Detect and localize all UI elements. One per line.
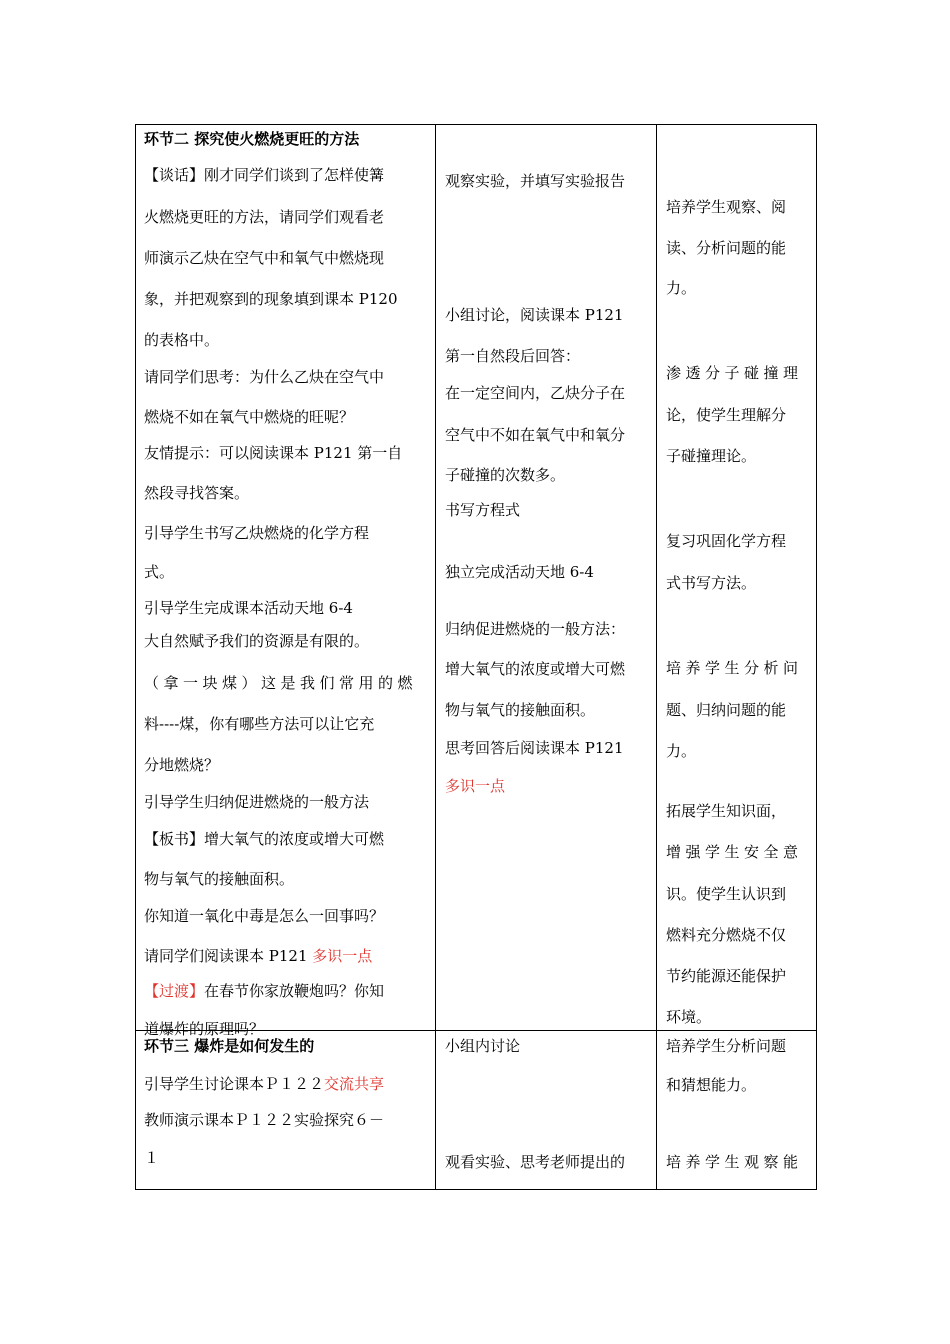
section-heading: 环节三 爆炸是如何发生的 [144,1037,315,1055]
text-line: 教师演示课本Ｐ１２２实验探究６－ [144,1111,385,1129]
text-line [144,982,384,1000]
table-row [136,125,817,1031]
text-line: 子碰撞理论。 [666,447,757,465]
text-line: １ [144,1149,160,1167]
text-line: 渗透分子碰撞理 [666,364,803,382]
text-line: 你知道一氧化中毒是怎么一回事吗？ [144,907,385,925]
text-line: 师演示乙炔在空气中和氧气中燃烧现 [144,249,385,267]
text-line: 分地燃烧？ [144,756,220,774]
text-line: 在一定空间内，乙炔分子在 [445,384,626,402]
text-line: 【谈话】刚才同学们谈到了怎样使篝 [144,166,385,184]
text-line: 的表格中。 [144,331,220,349]
text-line: 道爆炸的原理吗？ [144,1020,265,1038]
text-line: 象，并把观察到的现象填到课本 P120 [144,290,398,308]
highlight-text: 交流共享 [324,1075,385,1093]
text-line [144,1075,384,1093]
text-line: 培养学生观察能 [666,1153,803,1171]
design-intent-cell [657,1031,817,1190]
text-line: 小组讨论，阅读课本 P121 [445,306,624,324]
teacher-activity-cell [136,125,436,1038]
text-line: 引导学生完成课本活动天地 6-4 [144,599,353,617]
text-line: 引导学生归纳促进燃烧的一般方法 [144,793,370,811]
text-line: 第一自然段后回答： [445,347,581,365]
text-line: 空气中不如在氧气中和氧分 [445,426,626,444]
text-line: 思考回答后阅读课本 P121 [445,739,624,757]
table-row [136,1031,817,1190]
text-line: 燃烧不如在氧气中燃烧的旺呢？ [144,408,355,426]
text-line: 式。 [144,563,175,581]
text-line: 节约能源还能保护 [666,967,787,985]
text-line: 物与氧气的接触面积。 [144,870,295,888]
text-line: 培养学生分析问 [666,659,803,677]
design-intent-cell [657,125,817,1031]
text-line: 燃料充分燃烧不仅 [666,926,787,944]
text-line: 大自然赋予我们的资源是有限的。 [144,632,370,650]
text-line: 增强学生安全意 [666,843,803,861]
text-line: 识。使学生认识到 [666,885,787,903]
text-line: 引导学生书写乙炔燃烧的化学方程 [144,524,370,542]
highlight-text: 多识一点 [312,947,373,965]
section-heading: 环节二 探究使火燃烧更旺的方法 [144,130,360,148]
student-activity-cell [436,125,657,1031]
highlight-text: 【过渡】 [144,982,205,1000]
text-span: 在春节你家放鞭炮吗？你知 [204,982,385,1000]
text-line: 力。 [666,742,697,760]
text-line: 观看实验、思考老师提出的 [445,1153,626,1171]
text-line: 论，使学生理解分 [666,406,787,424]
text-line: 题、归纳问题的能 [666,701,787,719]
text-line: 环境。 [666,1008,712,1026]
text-line: 复习巩固化学方程 [666,532,787,550]
highlight-text: 多识一点 [445,777,506,795]
text-line: 和猜想能力。 [666,1076,757,1094]
text-line: 独立完成活动天地 6-4 [445,563,594,581]
text-line: 式书写方法。 [666,574,757,592]
text-line: 子碰撞的次数多。 [445,466,566,484]
text-line: 料----煤，你有哪些方法可以让它充 [144,715,375,733]
text-span: 引导学生讨论课本Ｐ１２２ [144,1075,325,1093]
text-line: （拿一块煤）这是我们常用的燃 [144,674,418,692]
teacher-activity-cell [136,1031,436,1190]
text-line: 力。 [666,279,697,297]
text-line: 观察实验，并填写实验报告 [445,172,626,190]
text-line [144,947,372,965]
text-line: 书写方程式 [445,501,521,519]
text-line: 读、分析问题的能 [666,239,787,257]
text-line: 归纳促进燃烧的一般方法： [445,620,626,638]
text-line: 【板书】增大氧气的浓度或增大可燃 [144,830,385,848]
student-activity-cell [436,1031,657,1190]
text-line: 火燃烧更旺的方法，请同学们观看老 [144,208,385,226]
text-line: 增大氧气的浓度或增大可燃 [445,660,626,678]
text-line: 请同学们思考：为什么乙炔在空气中 [144,368,385,386]
text-line: 培养学生分析问题 [666,1037,787,1055]
text-line: 拓展学生知识面， [666,802,787,820]
text-line: 小组内讨论 [445,1037,521,1055]
text-line: 然段寻找答案。 [144,484,250,502]
text-span: 请同学们阅读课本 P121 [144,947,313,965]
text-line: 培养学生观察、阅 [666,198,787,216]
lesson-plan-table [135,124,817,1190]
text-line: 友情提示：可以阅读课本 P121 第一自 [144,444,403,462]
text-line: 物与氧气的接触面积。 [445,701,596,719]
